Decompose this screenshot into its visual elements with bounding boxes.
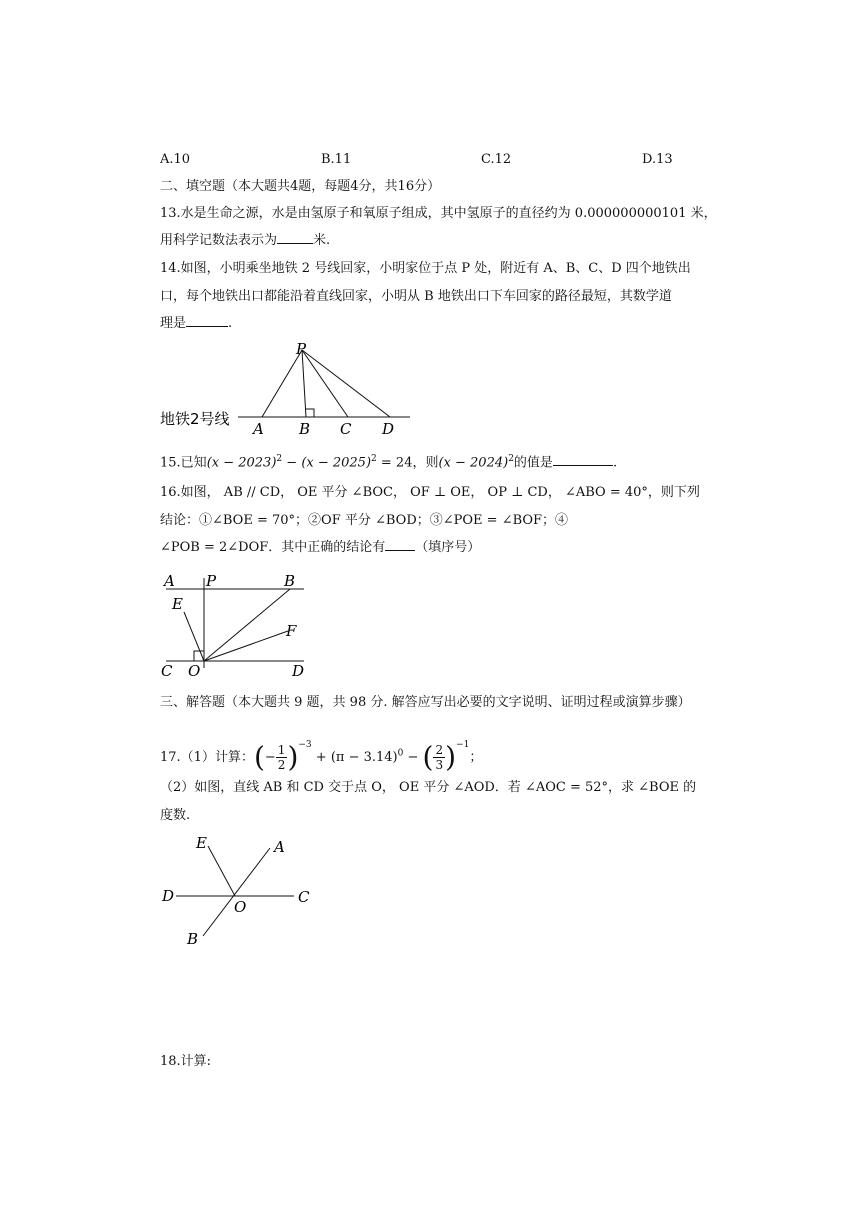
q17-part1 bbox=[160, 728, 483, 774]
q15-prefix: 15.已知 bbox=[160, 455, 207, 471]
q18-title: 18.计算: bbox=[160, 1054, 212, 1069]
q14-text-b: . bbox=[228, 316, 233, 331]
q17-pi-term: + (π − 3.14) bbox=[315, 750, 398, 765]
point-c-label: C bbox=[340, 420, 352, 438]
q16-text-b: （填序号） bbox=[415, 540, 481, 555]
ray-of bbox=[204, 631, 288, 661]
point-p-label: P bbox=[296, 340, 307, 358]
q15-expr3: (x − 2024) bbox=[438, 455, 509, 471]
q17-part2-line2: 度数. bbox=[160, 808, 191, 823]
option-d: D.13 bbox=[642, 152, 673, 167]
q16-answer-blank[interactable] bbox=[385, 538, 415, 551]
q13-text-a: 用科学记数法表示为 bbox=[160, 233, 278, 248]
q16-line2: 结论：①∠BOE = 70°；②OF 平分 ∠BOD；③∠POE = ∠BOF；④ bbox=[160, 513, 569, 528]
q15-exp2: 2 bbox=[371, 454, 377, 464]
point-d-label: D bbox=[382, 420, 395, 438]
point-o-label: O bbox=[188, 662, 201, 680]
point-c-label: C bbox=[161, 662, 173, 680]
segment-pa bbox=[262, 350, 302, 417]
exponent-2: 0 bbox=[397, 748, 404, 759]
fraction-2-denominator: 3 bbox=[435, 758, 444, 772]
q15-expr2: (x − 2025) bbox=[301, 455, 372, 471]
point-c-label: C bbox=[298, 888, 310, 906]
point-d-label: D bbox=[162, 887, 175, 905]
q14-line2: 口，每个地铁出口都能沿着直线回家，小明从 B 地铁出口下车回家的路径最短，其数学道 bbox=[160, 289, 672, 304]
q15-minus: − bbox=[282, 455, 302, 471]
point-a-label: A bbox=[274, 838, 285, 856]
right-paren-1: ) bbox=[287, 740, 299, 774]
fraction-1-numerator: 1 bbox=[277, 743, 286, 757]
right-angle-mark bbox=[194, 651, 204, 661]
point-e-label: E bbox=[172, 595, 183, 613]
q17-prefix: 17.（1）计算： bbox=[160, 750, 254, 765]
segment-pb bbox=[302, 350, 306, 417]
point-o-label: O bbox=[234, 898, 247, 916]
q13-line1: 13.水是生命之源，水是由氢原子和氧原子组成，其中氢原子的直径约为 0.000000000101 米， bbox=[160, 206, 717, 221]
figure-14 bbox=[158, 338, 418, 438]
point-b-label: B bbox=[187, 930, 199, 948]
q17-part2-line1: （2）如图，直线 AB 和 CD 交于点 O， OE 平分 ∠AOD．若 ∠AOC = 52°，求 ∠BOE 的 bbox=[160, 780, 697, 795]
fraction-1-2 bbox=[276, 743, 288, 772]
q17-minus: − bbox=[403, 750, 423, 765]
right-paren-2: ) bbox=[445, 740, 457, 774]
ray-ob bbox=[204, 589, 290, 661]
fraction-2-numerator: 2 bbox=[435, 743, 444, 757]
segment-pd bbox=[302, 350, 390, 417]
exponent-3: −1 bbox=[456, 740, 470, 750]
option-c: C.12 bbox=[481, 152, 512, 167]
q16-line1: 16.如图， AB // CD， OE 平分 ∠BOC， OF ⊥ OE， OP ⊥ CD， ∠ABO = 40°，则下列 bbox=[160, 485, 700, 500]
q13-answer-blank[interactable] bbox=[277, 231, 313, 244]
exponent-1: −3 bbox=[298, 740, 312, 750]
right-angle-mark bbox=[306, 409, 314, 417]
option-b: B.11 bbox=[321, 152, 352, 167]
q15-expr1: (x − 2023) bbox=[206, 455, 277, 471]
figure-17 bbox=[158, 830, 328, 950]
q15-end: . bbox=[612, 455, 618, 471]
point-b-label: B bbox=[299, 420, 311, 438]
q15-suffix: 的值是 bbox=[513, 455, 553, 471]
section3-title: 三、解答题（本大题共 9 题，共 98 分. 解答应写出必要的文字说明、证明过程或演算步骤） bbox=[160, 695, 691, 710]
q17-semicolon: ； bbox=[469, 750, 483, 765]
q16-text-a: ∠POB = 2∠DOF．其中正确的结论有 bbox=[160, 540, 386, 555]
point-d-label: D bbox=[292, 662, 305, 680]
point-a-label: A bbox=[253, 420, 264, 438]
q14-text-a: 理是 bbox=[160, 316, 187, 331]
line-ab bbox=[203, 848, 270, 936]
q15-exp3: 2 bbox=[508, 454, 514, 464]
q16-line3 bbox=[160, 538, 480, 558]
q13-text-b: 米. bbox=[313, 233, 331, 248]
point-a-label: A bbox=[164, 572, 175, 590]
q14-line3 bbox=[160, 314, 232, 334]
q15-eq: = 24，则 bbox=[376, 455, 439, 471]
section2-title: 二、填空题（本大题共4题，每题4分，共16分） bbox=[160, 179, 441, 194]
fraction-1-denominator: 2 bbox=[277, 758, 286, 772]
q15-exp1: 2 bbox=[276, 454, 283, 464]
point-e-label: E bbox=[196, 834, 207, 852]
ray-oe bbox=[208, 846, 235, 896]
figure-16 bbox=[158, 568, 318, 683]
subway-line-label: 地铁2号线 bbox=[160, 410, 230, 428]
q14-line1: 14.如图，小明乘坐地铁 2 号线回家，小明家位于点 P 处，附近有 A、B、C、D 四个地铁出 bbox=[160, 261, 691, 276]
segment-pc bbox=[302, 350, 348, 417]
point-f-label: F bbox=[286, 622, 297, 640]
point-b-label: B bbox=[284, 572, 296, 590]
point-p-label: P bbox=[206, 572, 217, 590]
q17-neg: − bbox=[264, 750, 276, 765]
q13-line2 bbox=[160, 231, 330, 251]
left-paren-1: ( bbox=[253, 740, 265, 774]
q15-answer-blank[interactable] bbox=[553, 453, 613, 466]
left-paren-2: ( bbox=[422, 740, 434, 774]
q15-line bbox=[160, 449, 617, 473]
option-a: A.10 bbox=[160, 152, 191, 167]
q14-answer-blank[interactable] bbox=[186, 314, 228, 327]
fraction-2-3 bbox=[433, 743, 445, 772]
